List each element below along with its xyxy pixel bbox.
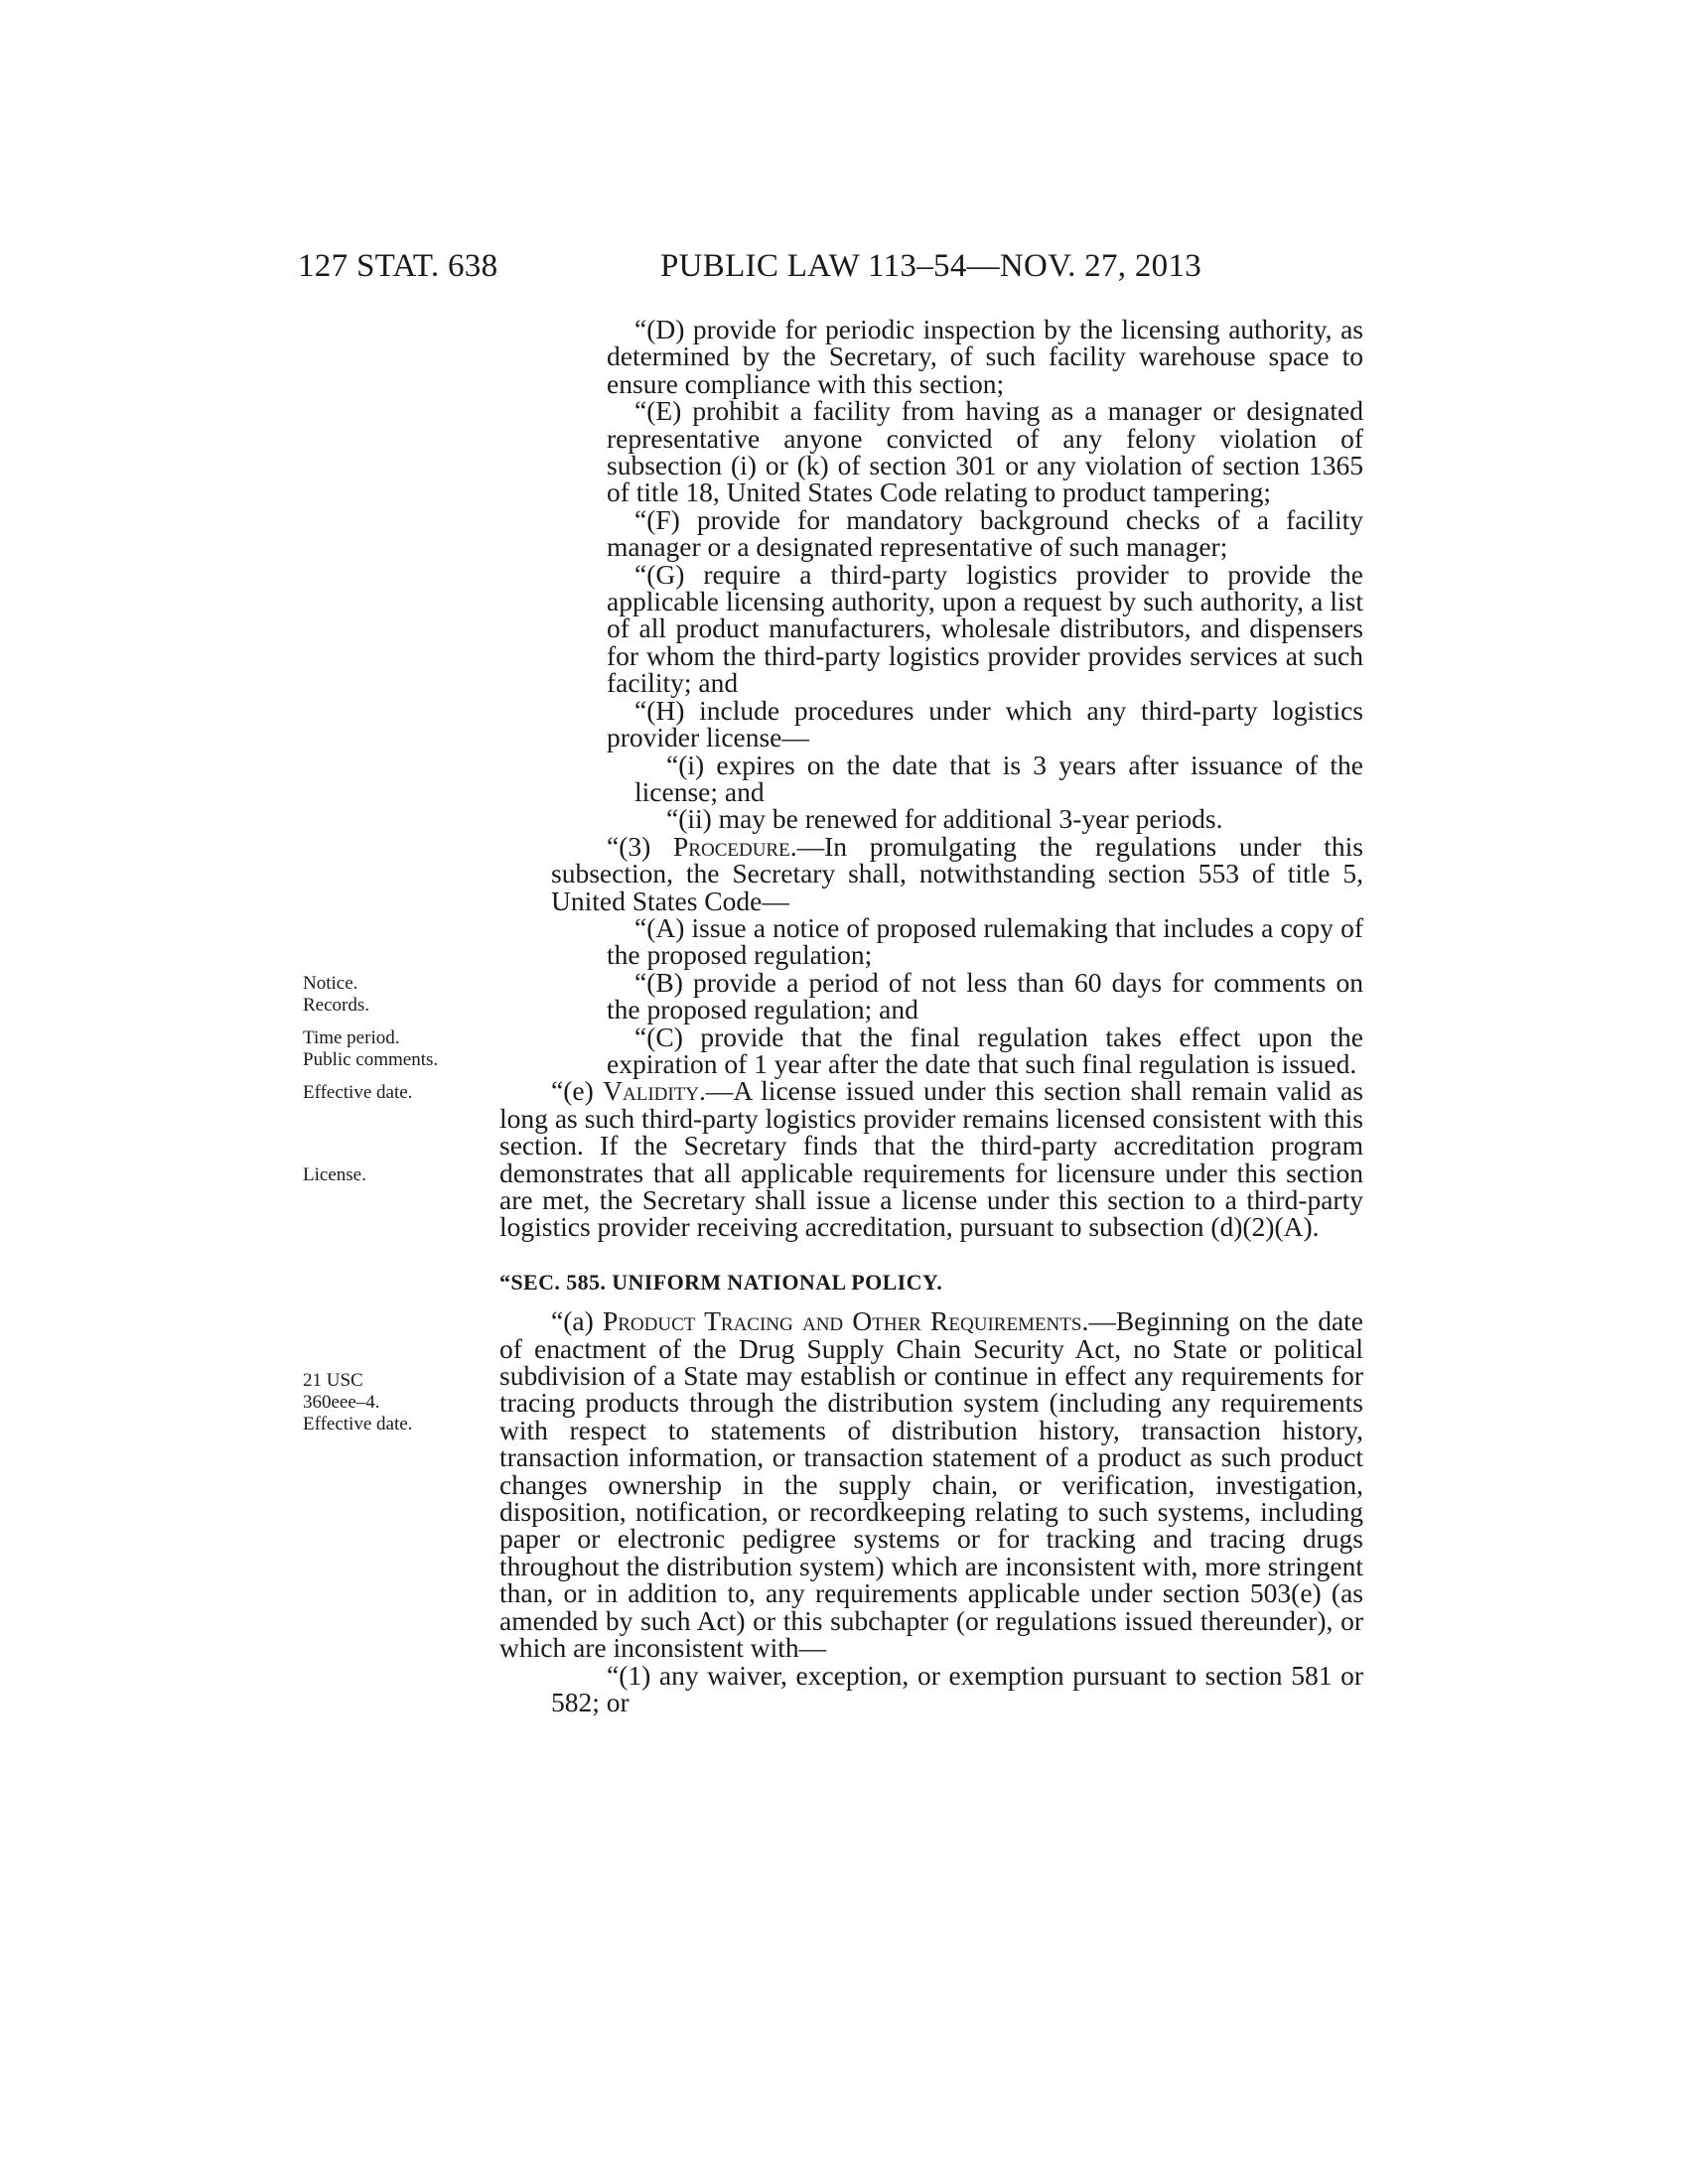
running-header: PUBLIC LAW 113–54—NOV. 27, 2013 bbox=[660, 248, 1202, 284]
clause-a-notice: “(A) issue a notice of proposed rulemaking that includes a copy of the proposed regulation; bbox=[607, 911, 1363, 971]
body-text bbox=[499, 316, 1363, 1715]
margin-note-license: License. bbox=[303, 1164, 366, 1185]
margin-note-records: Records. bbox=[303, 995, 370, 1016]
margin-note-notice: Notice. bbox=[303, 973, 358, 994]
subsection-a bbox=[499, 1305, 1363, 1664]
statute-page-number: 127 STAT. 638 bbox=[298, 248, 498, 284]
clause-b-comment-period: “(B) provide a period of not less than 60 days for comments on the proposed regulation; and bbox=[607, 966, 1363, 1025]
margin-note-usc-title: 21 USC bbox=[303, 1370, 363, 1391]
subsection-e-heading: Validity bbox=[603, 1075, 700, 1107]
clause-e: “(E) prohibit a facility from having as a manager or designated representative anyone convicted of any felony violation of subsection (i) or (k) of section 301 or any violation of section 1365 of title 18, United States Code relating to product tampering; bbox=[607, 395, 1363, 508]
paragraph-3-heading: Procedure bbox=[673, 830, 790, 862]
margin-note-effective-date-2: Effective date. bbox=[303, 1414, 413, 1434]
section-title: “SEC. 585. UNIFORM NATIONAL POLICY. bbox=[499, 1269, 943, 1295]
margin-note-public-comments: Public comments. bbox=[303, 1049, 439, 1070]
clause-f: “(F) provide for mandatory background checks of a facility manager or a designated representative of such manager; bbox=[607, 503, 1363, 563]
paragraph-3 bbox=[499, 830, 1363, 916]
margin-note-effective-date: Effective date. bbox=[303, 1082, 413, 1103]
subclause-h-i: “(i) expires on the date that is 3 years after issuance of the license; and bbox=[634, 749, 1363, 807]
subsection-a-number: “(a) bbox=[551, 1305, 603, 1337]
subsection-e bbox=[499, 1075, 1363, 1243]
subsection-a-text: .—Beginning on the date of enactment of the Drug Supply Chain Security Act, no State or political subdivision of a State may establish or continue in effect any requirements for tracing products through the distribution system (including any requirements with respect to statements of distribution history, transaction history, transaction information, or transaction statement of a product as such product changes ownership in the supply chain, or verification, investigation, disposition, notification, or recordkeeping relating to such systems, including paper or electronic pedigree systems or for tracking and tracing drugs throughout the distribution system) which are inconsistent with, more stringent than, or in addition to, any requirements applicable under section 503(e) (as amended by such Act) or this subchapter (or regulations issued thereunder), or which are inconsistent with— bbox=[499, 1305, 1363, 1664]
subclause-h-ii: “(ii) may be renewed for additional 3-year periods. bbox=[666, 803, 1223, 835]
subsection-e-text: .—A license issued under this section shall remain valid as long as such third-party logistics provider remains licensed consistent with this section. If the Secretary finds that the third-party accreditation program demonstrates that all applicable requirements for licensure under this section are met, the Secretary shall issue a license under this section to a third-party logistics provider receiving accreditation, pursuant to subsection (d)(2)(A). bbox=[499, 1075, 1363, 1243]
clause-c-effective-date: “(C) provide that the final regulation takes effect upon the expiration of 1 year after the date that such final regulation is issued. bbox=[607, 1021, 1363, 1079]
subsection-e-number: “(e) bbox=[551, 1075, 604, 1107]
paragraph-3-number: “(3) bbox=[607, 830, 674, 862]
margin-note-usc-section: 360eee–4. bbox=[303, 1392, 380, 1413]
clause-g: “(G) require a third-party logistics provider to provide the applicable licensing authority, upon a request by such authority, a list of all product manufacturers, wholesale distributors, and dispensers for whom the third-party logistics provider provides services at such facility; and bbox=[607, 558, 1363, 699]
clause-h: “(H) include procedures under which any third-party logistics provider license— bbox=[607, 694, 1363, 753]
subsection-a-heading: Product Tracing and Other Requirements bbox=[602, 1305, 1082, 1337]
margin-note-time-period: Time period. bbox=[303, 1027, 400, 1048]
paragraph-3-text: .—In promulgating the regulations under this subsection, the Secretary shall, notwithstanding section 553 of title 5, United States Code— bbox=[551, 830, 1363, 916]
paragraph-a-1: “(1) any waiver, exception, or exemption pursuant to section 581 or 582; or bbox=[551, 1659, 1363, 1717]
clause-d: “(D) provide for periodic inspection by the licensing authority, as determined by the Secretary, of such facility warehouse space to ensure compliance with this section; bbox=[607, 314, 1363, 399]
